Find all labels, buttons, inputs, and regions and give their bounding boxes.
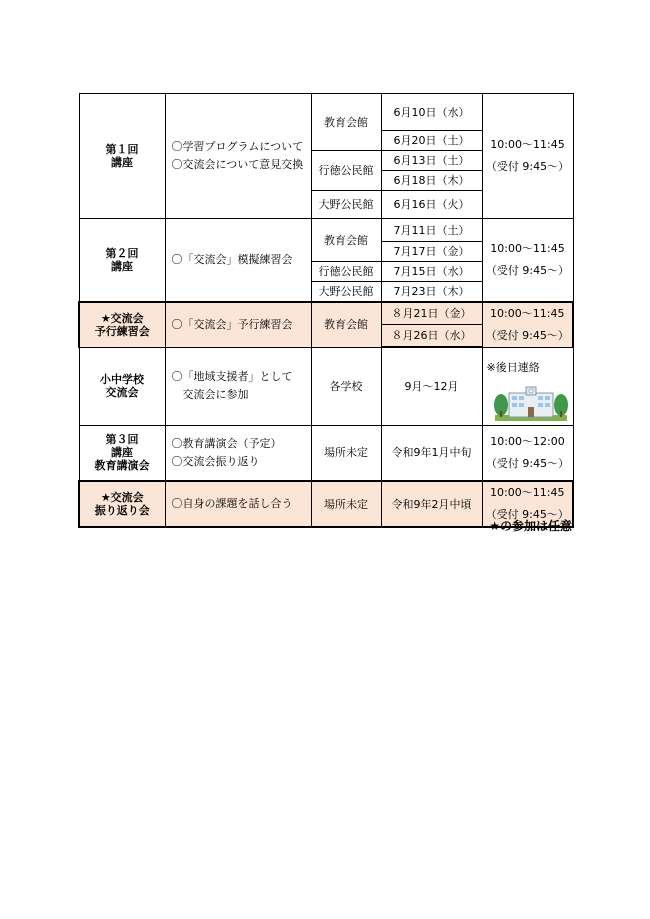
venue: 行徳公民館 (311, 262, 381, 282)
venue: 教育会館 (311, 94, 381, 151)
table-row (79, 219, 573, 242)
session-name: 第１回 講座 (79, 94, 165, 219)
table-row (79, 94, 573, 131)
session-name: 小中学校 交流会 (79, 347, 165, 425)
session-content: 〇「地域支援者」として 交流会に参加 (165, 347, 311, 425)
note-text: ※後日連絡 (486, 361, 540, 374)
table-row (79, 425, 573, 481)
session-time: 10:00～11:45 （受付 9:45～） (482, 302, 573, 348)
date: 6月20日（土） (381, 131, 482, 151)
venue: 行徳公民館 (311, 151, 381, 191)
session-time: 10:00～12:00 （受付 9:45～） (482, 425, 573, 481)
session-content: 〇自身の課題を話し合う (165, 481, 311, 527)
date: 7月15日（水） (381, 262, 482, 282)
table-row (79, 347, 573, 425)
table-row (79, 302, 573, 325)
optional-participation-note: ★の参加は任意 (489, 519, 572, 533)
session-time: 10:00～11:45 （受付 9:45～） (482, 94, 573, 219)
venue: 場所未定 (311, 425, 381, 481)
schedule-table (78, 93, 574, 528)
session-content: 〇教育講演会（予定） 〇交流会振り返り (165, 425, 311, 481)
venue: 教育会館 (311, 302, 381, 348)
session-name: 第２回 講座 (79, 219, 165, 302)
date: 7月17日（金） (381, 242, 482, 262)
session-note (482, 347, 573, 425)
session-name: ★交流会 予行練習会 (79, 302, 165, 348)
date: 6月16日（火） (381, 191, 482, 219)
session-name: 第３回 講座 教育講演会 (79, 425, 165, 481)
school-building-icon (493, 385, 569, 421)
date: 令和9年1月中旬 (381, 425, 482, 481)
venue: 各学校 (311, 347, 381, 425)
date: 6月10日（水） (381, 94, 482, 131)
date: 7月11日（土） (381, 219, 482, 242)
date: 6月18日（木） (381, 171, 482, 191)
venue: 大野公民館 (311, 282, 381, 302)
date: 9月～12月 (381, 347, 482, 425)
venue: 場所未定 (311, 481, 381, 527)
session-name: ★交流会 振り返り会 (79, 481, 165, 527)
session-content: 〇「交流会」模擬練習会 (165, 219, 311, 302)
date: 6月13日（土） (381, 151, 482, 171)
date: ８月26日（水） (381, 324, 482, 347)
session-time: 10:00～11:45 （受付 9:45～） (482, 481, 573, 527)
venue: 教育会館 (311, 219, 381, 262)
session-content: 〇「交流会」予行練習会 (165, 302, 311, 348)
venue: 大野公民館 (311, 191, 381, 219)
session-time: 10:00～11:45 （受付 9:45～） (482, 219, 573, 302)
date: ８月21日（金） (381, 302, 482, 325)
date: 7月23日（木） (381, 282, 482, 302)
date: 令和9年2月中頃 (381, 481, 482, 527)
session-content: 〇学習プログラムについて 〇交流会について意見交換 (165, 94, 311, 219)
